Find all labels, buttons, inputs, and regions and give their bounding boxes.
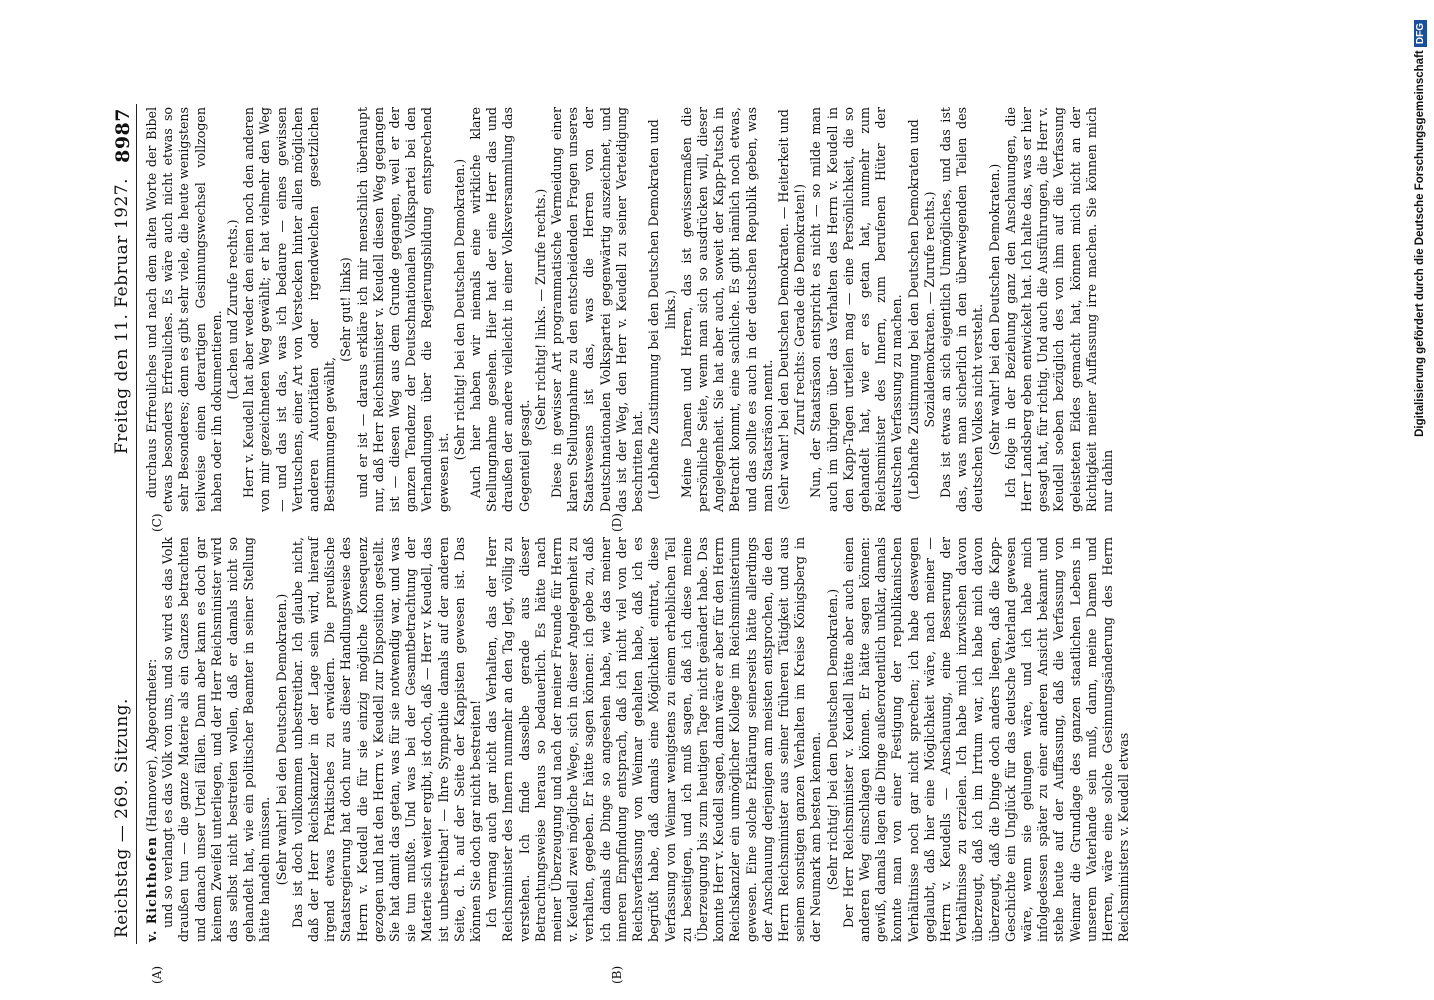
- margin-marker-d: (D): [610, 513, 624, 532]
- interjection: (Sehr wahr! bei den Deutschen Demokraten.): [273, 593, 289, 886]
- paragraph: Ich folge in der Beziehung ganz den Anschauungen, die Herr Landsberg eben entwickelt hat. Ich halte das, was er hier gesagt hat, für richtig. Und auch die Ausführungen, die Herr v. Keudell soeben bezüglich des von ihm auf die Verfassung geleisteten Eides gemacht hat, können mich nicht an der Richtigkeit meiner Auffassung irre machen. Sie können mich nur dahin: [1002, 107, 1115, 512]
- rotated-page: [110, 104, 1132, 984]
- page-header: [110, 104, 138, 944]
- interjection: (Sehr richtig! bei den Deutschen Demokraten.): [451, 158, 467, 461]
- margin-marker-b: (B): [610, 965, 624, 984]
- paragraph: Das ist doch vollkommen unbestreitbar. Ich glaube nicht, daß der Herr Reichskanzler in der Lage sein wird, hierauf irgend etwas Praktisches zu erwidern. Die preußische Staatsregierung hat doch nur aus dieser Handlungsweise des Herrn v. Keudell die für sie einzig mögliche Konsequenz gezogen und hat den Herrn v. Keudell zur Disposition gestellt. Sie hat damit das getan, was für sie notwendig war, und was sie tun mußte. Und was bei der Gesamtbetrachtung der Materie sich weiter ergibt, ist doch, daß — Herr v. Keudell, das ist unbestreitbar! — Ihre Sympathie damals auf der anderen Seite, d. h. auf der Seite der Kappisten gewesen ist. Das können Sie doch gar nicht bestreiten!: [289, 537, 484, 942]
- margin-marker-c: (C): [150, 513, 164, 532]
- paragraph: Diese in gewisser Art programmatische Vermeidung einer klaren Stellungnahme zu den entscheidenden Fragen unseres Staatswesens ist das, was die Herren von der Deutschnationalen Volkspartei gegenwärtig auszeichnet, und das ist der Weg, den Herr v. Keudell zu seiner Verteidigung beschritten hat.: [549, 107, 646, 512]
- interjection: (Lachen und Zurufe rechts.): [225, 219, 241, 400]
- interjection: (Sehr wahr! bei den Deutschen Demokraten. — Heiterkeit und Zuruf rechts: Gerade die Demokraten!): [775, 109, 808, 510]
- paragraph: Der Herr Reichsminister v. Keudell hätte aber auch einen anderen Weg einschlagen können. Er hätte sagen können: gewiß, damals lagen die Dinge außerordentlich unklar, damals konnte man von einer Festigung der republikanischen Verhältnisse noch gar nicht sprechen; ich habe deswegen geglaubt, daß hier eine Möglichkeit wäre, nach meiner — Herrn v. Keudells — Anschauung, eine Besserung der Verhältnisse zu erzielen. Ich habe mich inzwischen davon überzeugt, daß ich im Irrtum war, ich habe mich davon überzeugt, daß die Dinge doch anders liegen, daß die Kapp-Geschichte ein Unglück für das deutsche Vaterland gewesen wäre, wenn sie gelungen wäre, und ich habe mich infolgedessen später zu einer anderen Ansicht bekannt und stehe heute auf der Auffassung, daß die Verfassung von Weimar die Grundlage des ganzen staatlichen Lebens in unserem Vaterlande sein muß, dann, meine Damen und Herren, wäre eine solche Gesinnungsänderung des Herrn Reichsministers v. Keudell etwas: [840, 537, 1132, 942]
- interjection: (Sehr wahr! bei den Deutschen Demokraten.): [986, 163, 1002, 456]
- funding-text: Digitalisierung gefördert durch die Deutsche Forschungsgemeinschaft: [1414, 50, 1426, 437]
- paragraph: Meine Damen und Herren, das ist gewissermaßen die persönliche Seite, wenn man sich so ausdrücken will, dieser Angelegenheit. Sie hat aber auch, soweit der Kapp-Putsch in Betracht kommt, eine sachliche. Es gibt nämlich noch etwas, und das sollte es auch in der deutschen Republik geben, was man Staatsräson nennt.: [678, 107, 775, 512]
- interjection: (Sehr gut! links): [338, 257, 354, 362]
- header-rule: [136, 104, 137, 944]
- dfg-badge: DFG: [1414, 20, 1427, 47]
- paragraph: durchaus Erfreuliches und nach dem alten Worte der Bibel etwas besonders Erfreuliches. Es wäre auch nicht etwas so sehr Besonderes; denn es gibt sehr viele, die heute wenigstens teilweise einen derartigen Gesinnungswechsel vollzogen haben oder ihn dokumentieren.: [144, 107, 224, 512]
- speaker-role: (Hannover), Abgeordneter:: [144, 658, 159, 833]
- paragraph: Auch hier haben wir niemals eine wirkliche klare Stellungnahme gesehen. Hier hat der eine Herr das und draußen der andere vielleicht in einer Volksversammlung das Gegenteil gesagt.: [468, 107, 532, 512]
- paragraph: Nun, der Staatsräson entspricht es nicht — so milde man auch im übrigen über das Verhalten des Herrn v. Keudell in den Kapp-Tagen urteilen mag — eine Persönlichkeit, die so gehandelt hat, wie er es getan hat, nunmehr zum Reichsminister des Innern, zum berufenen Hüter der deutschen Verfassung zu machen.: [808, 107, 905, 512]
- header-session: Reichstag — 269. Sitzung.: [112, 698, 132, 938]
- funding-credit: [1414, 20, 1434, 980]
- margin-marker-a: (A): [150, 965, 164, 984]
- paragraph: Herr v. Keudell hat aber weder den einen noch den anderen von mir gezeichneten Weg gewählt; er hat vielmehr den Weg — und das ist das, was ich bedaure — eines gewissen Vertuschens, einer Art von Verstecken hinter allen möglichen anderen Autoritäten oder irgendwelchen gesetzlichen Bestimmungen gewählt,: [241, 107, 338, 512]
- interjection: (Lebhafte Zustimmung bei den Deutschen Demokraten und Sozialdemokraten. — Zurufe rechts.): [905, 119, 937, 500]
- paragraph: Ich vermag auch gar nicht das Verhalten, das der Herr Reichsminister des Innern nunmehr an den Tag legt, völlig zu verstehen. Ich finde dasselbe gerade aus dieser Betrachtungsweise heraus so bedauerlich. Es hätte nach meiner Überzeugung und nach der meiner Freunde für Herrn v. Keudell zwei mögliche Wege, sich in dieser Angelegenheit zu verhalten, gegeben. Er hätte sagen können: ich gebe zu, daß ich damals die Dinge so angesehen habe, wie das meiner inneren Empfindung entsprach, daß ich nicht viel von der Reichsverfassung von Weimar gehalten habe, daß ich es begrüßt habe, daß damals eine Möglichkeit eintrat, diese Verfassung von Weimar wenigstens zu einem erheblichen Teil zu beseitigen, und ich muß sagen, daß ich diese meine Überzeugung bis zum heutigen Tage nicht geändert habe. Das konnte Herr v. Keudell sagen, dann wäre er aber für den Herrn Reichskanzler ein unmöglicher Kollege im Reichsministerium gewesen. Eine solche Erklärung seinerseits hätte allerdings der Anschauung derjenigen am meisten entsprochen, die den Herrn Reichsminister aus seiner früheren Tätigkeit und aus seinem sonstigen ganzen Verhalten im Kreise Königsberg in der Neumark am besten kennen.: [484, 537, 824, 942]
- paragraph: und so verlangt es das Volk von uns, und so wird es das Volk draußen tun — die ganze Materie als ein Ganzes betrachten und danach unser Urteil fällen. Dann aber kann es doch gar keinem Zweifel unterliegen, und der Herr Reichsminister wird das selbst nicht bestreiten wollen, daß er damals nicht so gehandelt hat, wie ein politischer Beamter in seiner Stellung hätte handeln müssen.: [160, 537, 273, 942]
- left-column: [144, 537, 1132, 942]
- page-number: 8987: [112, 108, 134, 163]
- speaker-line: [144, 537, 160, 942]
- right-column: [144, 107, 1116, 512]
- header-date: Freitag den 11. Februar 1927.: [112, 178, 132, 455]
- speaker-name: v. Richthofen: [144, 836, 159, 942]
- paragraph: Das ist etwas an sich eigentlich Unmögliches, und das ist das, was man sicherlich in den überwiegenden Teilen des deutschen Volkes nicht versteht.: [937, 107, 986, 512]
- paragraph: und er ist — daraus erkläre ich mir menschlich überhaupt nur, daß Herr Reichsminister v. Keudell diesen Weg gegangen ist — diesen Weg aus dem Grunde gegangen, weil er der ganzen Tendenz der Deutschnationalen Volkspartei bei den Verhandlungen über die Regierungsbildung entsprechend gewesen ist.: [354, 107, 451, 512]
- interjection: (Sehr richtig! bei den Deutschen Demokraten.): [824, 588, 840, 891]
- interjection: (Lebhafte Zustimmung bei den Deutschen Demokraten und links.): [646, 119, 678, 500]
- interjection: (Sehr richtig! links. — Zurufe rechts.): [532, 188, 548, 431]
